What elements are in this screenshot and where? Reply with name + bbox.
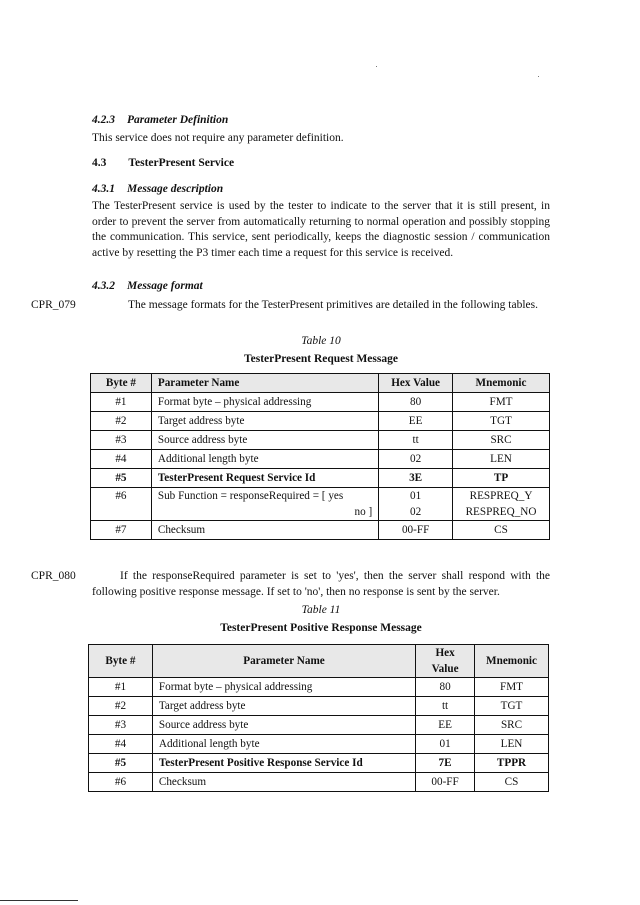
cell-byte: #3 bbox=[89, 716, 153, 735]
col-header-hex-value: Hex Value bbox=[416, 645, 475, 678]
para-4-3-1: The TesterPresent service is used by the tester to indicate to the server that it is still present, in order to prevent the server from automatically returning to normal operation and possibly stopping the communication. This service, sent periodically, keeps the diagnostic session / communication active by resetting the P3 timer each time a request for this service is received. bbox=[92, 200, 550, 259]
table-row bbox=[91, 469, 550, 488]
mnemonic-no: RESPREQ_NO bbox=[465, 506, 537, 518]
table-row bbox=[89, 697, 549, 716]
cell-hex: 80 bbox=[379, 393, 453, 412]
cell-name bbox=[151, 488, 378, 521]
table11 bbox=[88, 644, 549, 792]
col-header-byte: Byte # bbox=[89, 645, 153, 678]
col-header-mnemonic: Mnemonic bbox=[475, 645, 549, 678]
cell-name: Target address byte bbox=[152, 697, 415, 716]
table-row bbox=[91, 393, 550, 412]
col-header-parameter-name: Parameter Name bbox=[151, 374, 378, 393]
table-row bbox=[91, 431, 550, 450]
requirement-text-cpr080: If the responseRequired parameter is set to 'yes', then the server shall respond with the following positive response message. If set to 'no', then no response is sent by the server. bbox=[92, 570, 550, 598]
table-row bbox=[89, 754, 549, 773]
cell-byte: #5 bbox=[91, 469, 152, 488]
mnemonic-yes: RESPREQ_Y bbox=[469, 490, 533, 502]
cell-hex: EE bbox=[379, 412, 453, 431]
cell-hex bbox=[379, 488, 453, 521]
heading-4-3-2: 4.3.2 Message format bbox=[92, 280, 203, 292]
table-row bbox=[91, 412, 550, 431]
table-row bbox=[89, 773, 549, 792]
table10-caption: Table 10 bbox=[301, 335, 341, 347]
cell-hex: 00-FF bbox=[416, 773, 475, 792]
cell-mnemonic: CS bbox=[475, 773, 549, 792]
table10 bbox=[90, 373, 550, 540]
scan-speck bbox=[376, 66, 377, 67]
scan-edge-line bbox=[0, 900, 78, 901]
cell-mnemonic: TP bbox=[453, 469, 550, 488]
cell-mnemonic bbox=[453, 488, 550, 521]
cell-name: Source address byte bbox=[152, 716, 415, 735]
table-row bbox=[91, 488, 550, 521]
cell-name: Format byte – physical addressing bbox=[151, 393, 378, 412]
table-row bbox=[89, 678, 549, 697]
table10-title: TesterPresent Request Message bbox=[244, 353, 398, 365]
table11-header-row bbox=[89, 645, 549, 678]
cell-mnemonic: TGT bbox=[475, 697, 549, 716]
cell-byte: #1 bbox=[89, 678, 153, 697]
cell-mnemonic: LEN bbox=[475, 735, 549, 754]
cell-name: Format byte – physical addressing bbox=[152, 678, 415, 697]
cell-name: Additional length byte bbox=[152, 735, 415, 754]
heading-4-3: 4.3 TesterPresent Service bbox=[92, 157, 235, 169]
cell-hex: 00-FF bbox=[379, 521, 453, 540]
cell-hex: 80 bbox=[416, 678, 475, 697]
cell-byte: #6 bbox=[89, 773, 153, 792]
hex-no: 02 bbox=[410, 506, 422, 518]
para-4-2-3: This service does not require any parameter definition. bbox=[92, 132, 344, 144]
cell-byte: #3 bbox=[91, 431, 152, 450]
cell-mnemonic: FMT bbox=[475, 678, 549, 697]
col-header-parameter-name: Parameter Name bbox=[152, 645, 415, 678]
cell-byte: #5 bbox=[89, 754, 153, 773]
cell-byte: #6 bbox=[91, 488, 152, 521]
cell-byte: #4 bbox=[89, 735, 153, 754]
scan-speck bbox=[538, 76, 539, 77]
heading-4-3-1: 4.3.1 Message description bbox=[92, 183, 224, 195]
cell-hex: EE bbox=[416, 716, 475, 735]
cell-hex: tt bbox=[379, 431, 453, 450]
table-row bbox=[91, 450, 550, 469]
cell-name: Additional length byte bbox=[151, 450, 378, 469]
cell-mnemonic: CS bbox=[453, 521, 550, 540]
cell-name: Checksum bbox=[151, 521, 378, 540]
cell-mnemonic: SRC bbox=[453, 431, 550, 450]
requirement-id-cpr080: CPR_080 bbox=[31, 570, 76, 582]
cell-hex: 7E bbox=[416, 754, 475, 773]
cell-name: Checksum bbox=[152, 773, 415, 792]
cell-hex: 3E bbox=[379, 469, 453, 488]
cell-mnemonic: SRC bbox=[475, 716, 549, 735]
table-row bbox=[91, 521, 550, 540]
cell-mnemonic: TGT bbox=[453, 412, 550, 431]
cell-name: Source address byte bbox=[151, 431, 378, 450]
cell-mnemonic: TPPR bbox=[475, 754, 549, 773]
cell-mnemonic: FMT bbox=[453, 393, 550, 412]
col-header-byte: Byte # bbox=[91, 374, 152, 393]
cell-byte: #2 bbox=[89, 697, 153, 716]
heading-4-2-3: 4.2.3 Parameter Definition bbox=[92, 114, 229, 126]
cell-hex: 01 bbox=[416, 735, 475, 754]
hex-yes: 01 bbox=[410, 490, 422, 502]
sub-function-line-no: no ] bbox=[354, 506, 373, 518]
cell-byte: #7 bbox=[91, 521, 152, 540]
cell-byte: #2 bbox=[91, 412, 152, 431]
table-row bbox=[89, 716, 549, 735]
cell-hex: 02 bbox=[379, 450, 453, 469]
requirement-id-cpr079: CPR_079 bbox=[31, 299, 76, 311]
table10-header-row bbox=[91, 374, 550, 393]
cell-byte: #1 bbox=[91, 393, 152, 412]
requirement-text-cpr079: The message formats for the TesterPresent primitives are detailed in the following tables. bbox=[128, 299, 538, 311]
cell-hex: tt bbox=[416, 697, 475, 716]
cell-mnemonic: LEN bbox=[453, 450, 550, 469]
table11-caption: Table 11 bbox=[301, 604, 341, 616]
cell-name: Target address byte bbox=[151, 412, 378, 431]
table11-title: TesterPresent Positive Response Message bbox=[220, 622, 422, 634]
table-row bbox=[89, 735, 549, 754]
cell-byte: #4 bbox=[91, 450, 152, 469]
cell-name: TesterPresent Positive Response Service Id bbox=[152, 754, 415, 773]
cell-name: TesterPresent Request Service Id bbox=[151, 469, 378, 488]
sub-function-line-yes: Sub Function = responseRequired = [ yes bbox=[157, 490, 344, 502]
col-header-mnemonic: Mnemonic bbox=[453, 374, 550, 393]
col-header-hex-value: Hex Value bbox=[379, 374, 453, 393]
